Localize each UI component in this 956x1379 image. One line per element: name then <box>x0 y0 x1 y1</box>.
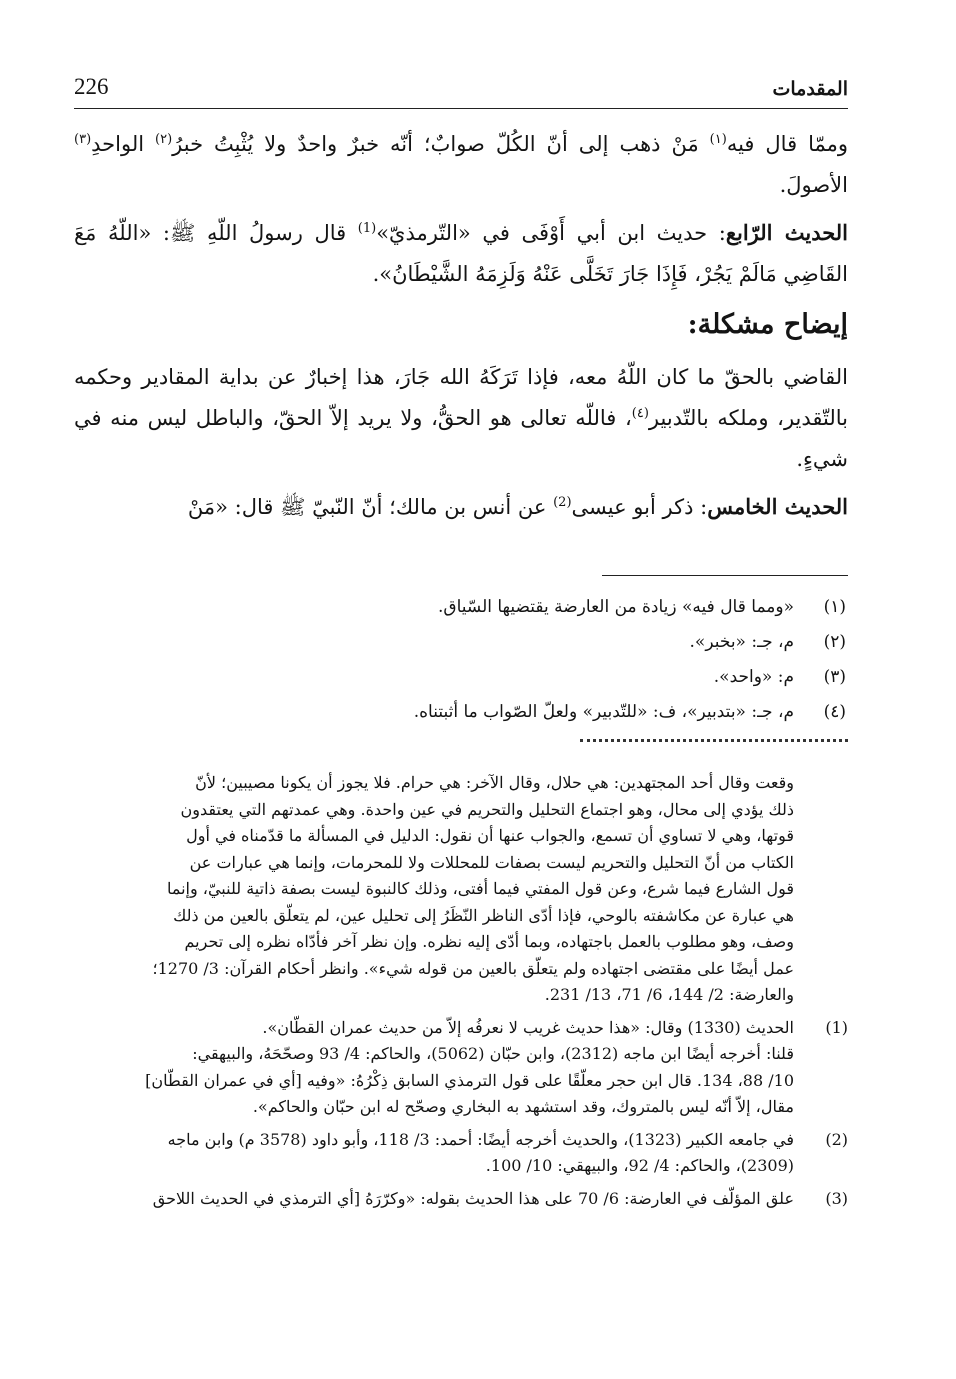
editor-note-number: (1) <box>825 1017 848 1037</box>
editor-note-number: (3) <box>825 1188 848 1208</box>
footnote-text: م، جـ: «بتدبير»، ف: «للتّدبير» ولعلّ الصّواب ما أثبتناه. <box>413 702 794 722</box>
footnote-text: م: «واحد». <box>713 667 794 687</box>
footnote-item <box>74 695 848 730</box>
editor-note-text: علق المؤلّف في العارضة: 6/ 70 على هذا الحديث بقوله: «وكرّرَهُ [أي الترمذي في الحديث اللاحق <box>152 1188 794 1208</box>
paragraph-explanation: القاضي بالحقّ ما كان اللّهُ معه، فإذا تَرَكَهُ الله جَارَ، هذا إخبارٌ عن بداية المقادير وحكمه بالتّقدير، وملكه بالتّدبير$^{(٤)}$، فاللّه تعالى هو الحقُّ، ولا يريد إلاّ الحقّ، والباطل ليس منه في شيءٍ. <box>74 365 848 471</box>
author-footnotes <box>74 590 848 730</box>
editor-note-item <box>74 1186 848 1213</box>
footnote-item <box>74 590 848 625</box>
footnote-text: «ومما قال فيه» زيادة من العارضة يقتضيها السّياق. <box>438 597 794 617</box>
page-header <box>74 72 848 109</box>
editor-note-item <box>74 1127 848 1180</box>
editor-notes <box>74 770 848 1218</box>
paragraph-hadith-4: الحديث الرّابع: حديث ابن أبي أَوْفَى في «التّرمذيّ»$^{(1)}$ قال رسولُ اللّهِ ﷺ: «اللّهُ مَعَ القَاضِي مَالَمْ يَجُرْ، فَإِذَا جَارَ تَخَلَّى عَنْهُ وَلَزِمَهُ الشَّيْطَانُ». <box>74 220 849 286</box>
footnote-number: (١) <box>823 597 846 617</box>
footnote-text: م، جـ: «بخبر». <box>689 632 794 652</box>
paragraph-hadith-5: الحديث الخامس: ذكر أبو عيسى$^{(2)}$ عن أنس بن مالك؛ أنّ النّبيّ ﷺ قال: «مَنْ <box>187 494 848 519</box>
editor-note-text: في جامعه الكبير (1323)، والحديث أخرجه أيضًا: أحمد: 3/ 118، وأبو داود (3578 م) وابن ماجه (2309)، والحاكم: 4/ 92، والبيهقي: 10/ 100. <box>167 1129 794 1175</box>
editor-note-text: الحديث (1330) وقال: «هذا حديث غريب لا نعرفُه إلاّ من حديث عمران القطّان». قلنا: أخرجه أيضًا ابن ماجه (2312)، وابن حبّان (5062)، والحاكم: 4/ 93 وصحّحَهُ، والبيهقي: 10/ 88، 134. قال ابن حجر معلّقًا على قول الترمذي السابق ذِكْرُهُ: «وفيه [أي في عمران القطّان] مقال، إلاّ أنّه ليس بالمتروك، وقد استشهد به البخاري وصحّح له ابن حبّان والحاكم». <box>145 1017 794 1116</box>
footnote-ref[interactable]: (٢) <box>155 132 173 147</box>
main-text <box>74 124 848 534</box>
footnote-item <box>74 660 848 695</box>
editor-note-number: (2) <box>825 1129 848 1149</box>
footnote-ref[interactable]: (٣) <box>74 132 92 147</box>
paragraph-1: وممّا قال فيه$^{(١)}$ مَنْ ذهب إلى أنّ الكُلّ صوابٌ؛ أنّه خبرٌ واحدٌ ولا يُثْبِتُ خبرُ$^{(٢)}$ الواحدِ$^{(٣)}$ الأصولَ. <box>74 132 848 197</box>
section-heading: إيضاح مشكلة: <box>687 309 848 340</box>
page-number: 226 <box>74 74 109 99</box>
hadith-heading: الحديث الرّابع <box>725 220 849 245</box>
hadith-heading: الحديث الخامس <box>707 494 848 519</box>
editor-note-item <box>74 1015 848 1121</box>
running-head: المقدمات <box>772 78 848 100</box>
editor-note-continuation: وقعت وقال أحد المجتهدين: هي حلال، وقال الآخر: هي حرام. فلا يجوز أن يكونا مصيبين؛ لأنّ ذلك يؤدي إلى محال، وهو اجتماع التحليل والتحريم في عين واحدة. وهي عمدتهم التي يعتقدون قوتها، وهي لا تساوي أن تسمع، والجواب عنها أن نقول: الدليل في المسألة ما قدّمناه في أول الكتاب من أنّ التحليل والتحريم ليست بصفات للمحللات ولا للمحرمات، وإنما هي عبارات عن قول الشارع فيما شرع، وعن قول المفتي فيما أفتى، وذلك كالنبوة ليست بصفة ذاتية للنبيّ، وإنما هي عبارة عن مكاشفته بالوحي، فإذا أدّى الناظر النّظَرُ إلى تحليل عين، لم يتعلّق بالعين من ذلك وصف، وهو مطلوب بالعمل باجتهاده، وبما أدّى إليه نظره. وإن نظر آخر فأدّاه نظره إلى تحريم عمل أيضًا على مقتضى اجتهاده ولم يتعلّق بالعين من قوله شيء». وانظر أحكام القرآن: 3/ 1270؛ والعارضة: 2/ 144، 6/ 71، 13/ 231. <box>152 773 794 1004</box>
footnote-ref[interactable]: (١) <box>709 132 727 147</box>
footnote-ref[interactable]: (1) <box>357 221 377 236</box>
footnote-number: (٣) <box>823 667 846 687</box>
footnote-ref[interactable]: (٤) <box>631 406 649 421</box>
footnote-separator <box>602 575 848 576</box>
footnote-number: (٤) <box>823 702 846 722</box>
footnote-number: (٢) <box>823 632 846 652</box>
dotted-separator <box>580 739 848 742</box>
footnote-ref[interactable]: (2) <box>553 495 572 510</box>
footnote-item <box>74 625 848 660</box>
